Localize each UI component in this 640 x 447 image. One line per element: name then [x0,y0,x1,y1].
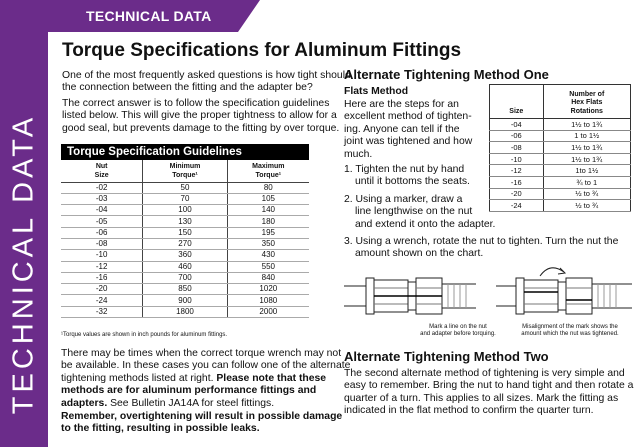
torque-cell-min: 460 [143,261,227,272]
rotation-cell-size: -16 [490,176,544,188]
torque-cell-size: -06 [61,227,143,238]
torque-cell-size: -32 [61,306,143,317]
torque-cell-max: 550 [227,261,309,272]
torque-cell-max: 105 [227,193,309,204]
torque-cell-min: 150 [143,227,227,238]
torque-cell-size: -03 [61,193,143,204]
flats-method-subtitle: Flats Method [344,86,409,97]
torque-cell-size: -02 [61,182,143,193]
torque-cell-size: -05 [61,216,143,227]
torque-cell-size: -10 [61,250,143,261]
rotation-cell-flats: ½ to ¾ [543,188,630,200]
torque-cell-size: -24 [61,295,143,306]
rot-col-header-rotations: Number of Hex Flats Rotations [543,85,630,119]
torque-cell-max: 840 [227,272,309,283]
torque-cell-min: 1800 [143,306,227,317]
torque-cell-max: 1080 [227,295,309,306]
rotation-cell-size: -24 [490,200,544,212]
caption-before-torque: Mark a line on the nut and adapter before torquing. [420,324,496,337]
rot-col-header-size: Size [490,85,544,119]
rotation-cell-flats: 1 to 1½ [543,130,630,142]
rotation-table-row [490,130,631,142]
rotation-cell-flats: ½ to ¾ [543,200,630,212]
page-title: Torque Specifications for Aluminum Fittings [62,40,462,61]
rotation-table-row [490,142,631,154]
rotation-cell-size: -20 [490,188,544,200]
torque-table-row [61,261,309,272]
method-two-description: The second alternate method of tightening is very simple and easy to remember. Bring the nut to hand tight and then rotate a quarter of a turn. This applies to all sizes. Mark the fitting as indicated in the flat method to confirm the quarter turn. [344,368,634,417]
torque-cell-max: 430 [227,250,309,261]
torque-cell-max: 80 [227,182,309,193]
torque-footnote: ¹Torque values are shown in inch pounds for aluminum fittings. [61,332,228,338]
side-banner-label: TECHNICAL DATA [7,113,40,415]
rotation-table-row [490,165,631,177]
torque-cell-min: 70 [143,193,227,204]
rotation-cell-flats: 1½ to 1¾ [543,119,630,131]
side-banner [0,32,48,447]
rotation-table-row [490,200,631,212]
torque-cell-min: 270 [143,238,227,249]
flats-method-description: Here are the steps for an excellent method of tighten- ing. Anyone can tell if the joint was tightened and how much. [344,99,473,160]
torque-cell-max: 180 [227,216,309,227]
torque-cell-min: 900 [143,295,227,306]
torque-cell-size: -12 [61,261,143,272]
torque-cell-size: -16 [61,272,143,283]
torque-cell-max: 195 [227,227,309,238]
torque-cell-max: 350 [227,238,309,249]
torque-table-title: Torque Specification Guidelines [61,144,309,160]
torque-cell-max: 140 [227,205,309,216]
rotation-cell-size: -12 [490,165,544,177]
torque-table [61,160,309,318]
torque-table-row [61,295,309,306]
torque-table-row [61,227,309,238]
torque-cell-min: 130 [143,216,227,227]
col-header-size: Nut Size [61,160,143,182]
torque-cell-min: 850 [143,284,227,295]
torque-table-row [61,216,309,227]
torque-table-row [61,306,309,317]
torque-table-row [61,193,309,204]
rotation-table [489,84,631,212]
method-one-title: Alternate Tightening Method One [344,67,549,82]
torque-cell-max: 2000 [227,306,309,317]
torque-table-row [61,250,309,261]
torque-cell-min: 100 [143,205,227,216]
fitting-diagram [344,262,636,346]
torque-cell-min: 360 [143,250,227,261]
rotation-cell-flats: ¾ to 1 [543,176,630,188]
torque-table-row [61,205,309,216]
alternate-note: There may be times when the correct torque wrench may not be available. In these cases you can follow one of the alternate tightening methods listed at right. Please note that these methods are for aluminum performance fittings and adapters. See Bulletin JA14A for steel fittings. [61,348,351,409]
method-two-title: Alternate Tightening Method Two [344,349,549,364]
intro-paragraph-1: One of the most frequently asked questions is how tight should the connection between the fitting and the adapter be? [62,70,351,94]
col-header-min: Minimum Torque¹ [143,160,227,182]
rotation-cell-size: -08 [490,142,544,154]
header-tab-label: TECHNICAL DATA [86,8,212,24]
torque-cell-size: -20 [61,284,143,295]
rotation-table-row [490,119,631,131]
rotation-cell-size: -06 [490,130,544,142]
torque-table-row [61,182,309,193]
overtightening-warning: Remember, overtightening will result in possible damage to the fitting, resulting in possible leaks. [61,411,343,435]
step-1: 1. Tighten the nut by hand until it bottoms the seats. [344,164,470,188]
rotation-table-row [490,176,631,188]
torque-table-row [61,272,309,283]
rotation-cell-size: -04 [490,119,544,131]
rotation-table-row [490,188,631,200]
step-2: 2. Using a marker, draw a line lengthwise on the nut and extend it onto the adapter. [344,194,496,230]
rotation-cell-flats: 1to 1½ [543,165,630,177]
torque-cell-max: 1020 [227,284,309,295]
rotation-cell-flats: 1½ to 1¾ [543,142,630,154]
header-banner-notch [238,0,260,32]
col-header-max: Maximum Torque¹ [227,160,309,182]
torque-table-row [61,238,309,249]
rotation-cell-size: -10 [490,153,544,165]
rotation-cell-flats: 1½ to 1¾ [543,153,630,165]
intro-paragraph-2: The correct answer is to follow the specification guidelines listed below. This will give the proper tightness to allow for a good seal, but prevents damage to the fitting by over torque. [62,98,340,134]
torque-cell-min: 700 [143,272,227,283]
torque-cell-size: -08 [61,238,143,249]
caption-after-torque: Misalignment of the mark shows the amount which the nut was tightened. [521,324,619,337]
torque-cell-min: 50 [143,182,227,193]
rotation-table-row [490,153,631,165]
torque-table-row [61,284,309,295]
torque-cell-size: -04 [61,205,143,216]
step-3: 3. Using a wrench, rotate the nut to tighten. Turn the nut the amount shown on the chart. [344,236,619,260]
